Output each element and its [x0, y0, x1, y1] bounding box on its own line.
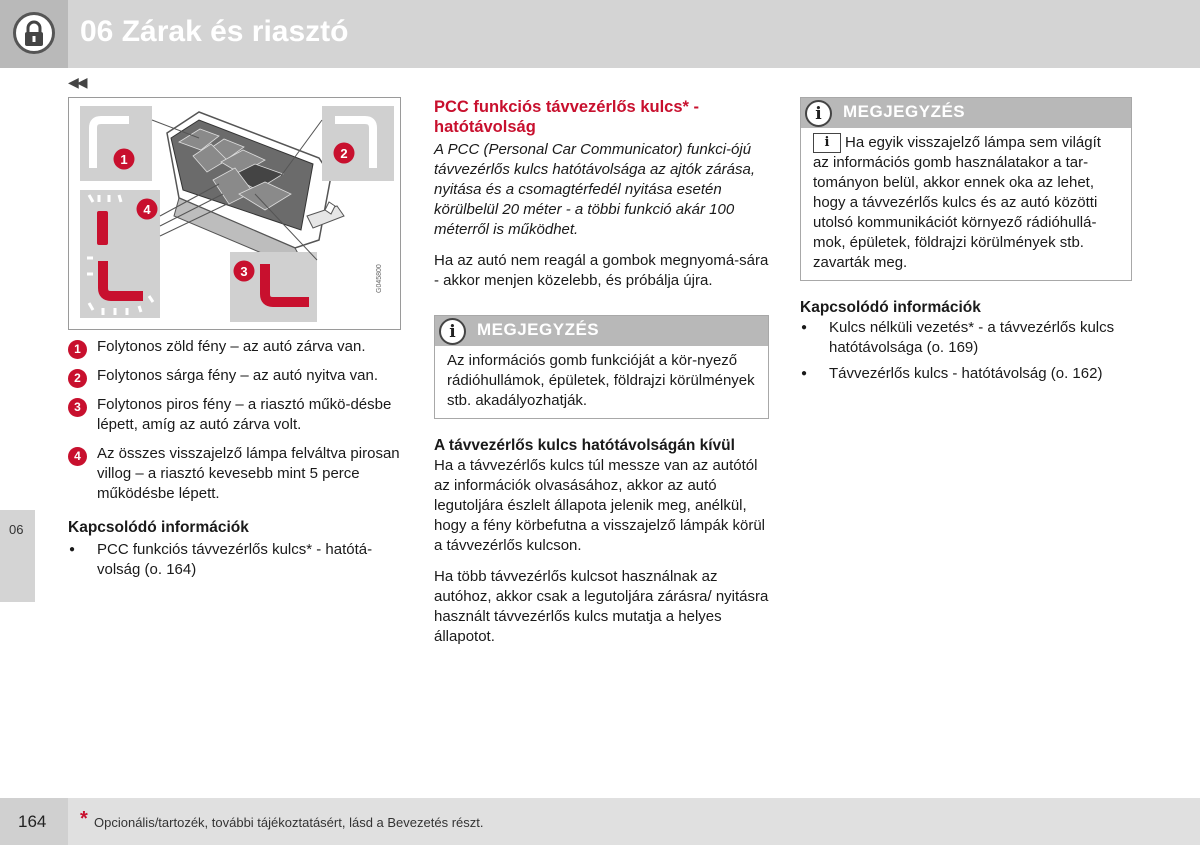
svg-text:1: 1	[120, 152, 128, 167]
legend-text: Az összes visszajelző lámpa felváltva pirosan villog – a riasztó kevesebb mint 5 perce működésbe lépett.	[97, 445, 400, 502]
page-footer	[0, 798, 1200, 845]
info-icon: i	[805, 100, 832, 127]
note-title: MEGJEGYZÉS	[477, 320, 600, 339]
header-icon-box	[0, 0, 68, 68]
related-heading: Kapcsolódó információk	[800, 299, 981, 316]
key-fob-figure	[68, 97, 401, 330]
legend-item	[68, 395, 403, 435]
chapter-side-tab[interactable]	[0, 510, 35, 602]
svg-text:2: 2	[340, 146, 348, 161]
note-body	[801, 128, 1131, 280]
subheading: A távvezérlős kulcs hatótávolságán kívül	[434, 437, 735, 454]
footnote-star: *	[80, 808, 88, 830]
legend-number: 1	[68, 340, 87, 359]
paragraph: Ha a távvezérlős kulcs túl messze van az autótól az információk olvasásához, akkor az autó legutoljára észlelt állapota jelenik meg, anélkül, hogy a fény körbefutna a visszajelző lámpák körül a távvezérlős kulcson.	[434, 457, 766, 554]
figure-legend	[68, 337, 403, 513]
legend-number: 4	[68, 447, 87, 466]
legend-item	[68, 337, 403, 357]
legend-text: Folytonos zöld fény – az autó zárva van.	[97, 338, 366, 355]
note-text: Ha egyik visszajelző lámpa sem világít az információs gomb használatakor a tar-tományon belül, akkor ennek oka az lehet, hogy a távvezérlős kulcs és az autó közötti utolsó kommunikációt környező rádióhullá-mok, épületek, földrajzi körülmények stb. zavarták meg.	[813, 134, 1101, 271]
legend-text: Folytonos piros fény – a riasztó műkö-désbe lépett, amíg az autó zárva volt.	[97, 396, 392, 433]
legend-item	[68, 366, 403, 386]
paragraph: Ha az autó nem reagál a gombok megnyomá-sára - akkor menjen közelebb, és próbálja újra.	[434, 252, 769, 289]
chapter-tab-label: 06	[9, 522, 24, 537]
page-number: 164	[18, 812, 47, 831]
section-heading: PCC funkciós távvezérlős kulcs* - hatótávolság	[434, 98, 700, 136]
legend-number: 3	[68, 398, 87, 417]
related-info-left	[68, 518, 403, 586]
svg-text:3: 3	[240, 264, 248, 279]
note-body: Az információs gomb funkcióját a kör-nyező rádióhullámok, épületek, földrajzi körülmények stb. akadályozhatják.	[447, 352, 755, 409]
legend-number: 2	[68, 369, 87, 388]
info-icon: i	[439, 318, 466, 345]
padlock-icon	[13, 12, 55, 54]
note-box	[800, 97, 1132, 281]
svg-text:4: 4	[143, 202, 151, 217]
middle-column	[434, 97, 769, 647]
callout-1	[114, 149, 135, 170]
back-nav-link[interactable]: ◀◀	[68, 74, 86, 90]
key-fob-illustration	[69, 98, 401, 330]
page-title: 06 Zárak és riasztó	[80, 15, 349, 48]
related-heading: Kapcsolódó információk	[68, 519, 249, 536]
page-number-box	[0, 798, 68, 845]
related-list	[68, 540, 403, 580]
related-link[interactable]: ● PCC funkciós távvezérlős kulcs* - hatótá-volság (o. 164)	[68, 540, 403, 580]
legend-item	[68, 444, 403, 504]
footnote-text: Opcionális/tartozék, további tájékoztatásért, lásd a Bevezetés részt.	[94, 815, 484, 830]
intro-paragraph: A PCC (Personal Car Communicator) funkci-ójú távvezérlős kulcs hatótávolsága az ajtók zárása, nyitása és a csomagtérfedél nyitása esetén körülbelül 20 méter - a többi funkció akár 100 méterről is működhet.	[434, 141, 755, 238]
related-link[interactable]: ● Távvezérlős kulcs - hatótávolság (o. 162)	[800, 364, 1132, 384]
note-title: MEGJEGYZÉS	[843, 102, 966, 121]
callout-3	[234, 261, 255, 282]
related-link[interactable]: ● Kulcs nélküli vezetés* - a távvezérlős kulcs hatótávolsága (o. 169)	[800, 318, 1132, 358]
note-box	[434, 315, 769, 419]
legend-text: Folytonos sárga fény – az autó nyitva van.	[97, 367, 378, 384]
page-header	[0, 0, 1200, 68]
related-list	[800, 318, 1132, 384]
note-header	[801, 98, 1131, 128]
right-column	[800, 97, 1132, 390]
callout-4	[137, 199, 158, 220]
paragraph: Ha több távvezérlős kulcsot használnak az autóhoz, akkor csak a legutoljára zárásra/ nyitásra használt távvezérlős kulcs mutatja a helyes állapotot.	[434, 568, 769, 645]
info-symbol-icon: i	[813, 133, 841, 153]
note-header	[435, 316, 768, 346]
figure-code: G045800	[376, 264, 383, 293]
callout-2	[334, 143, 355, 164]
